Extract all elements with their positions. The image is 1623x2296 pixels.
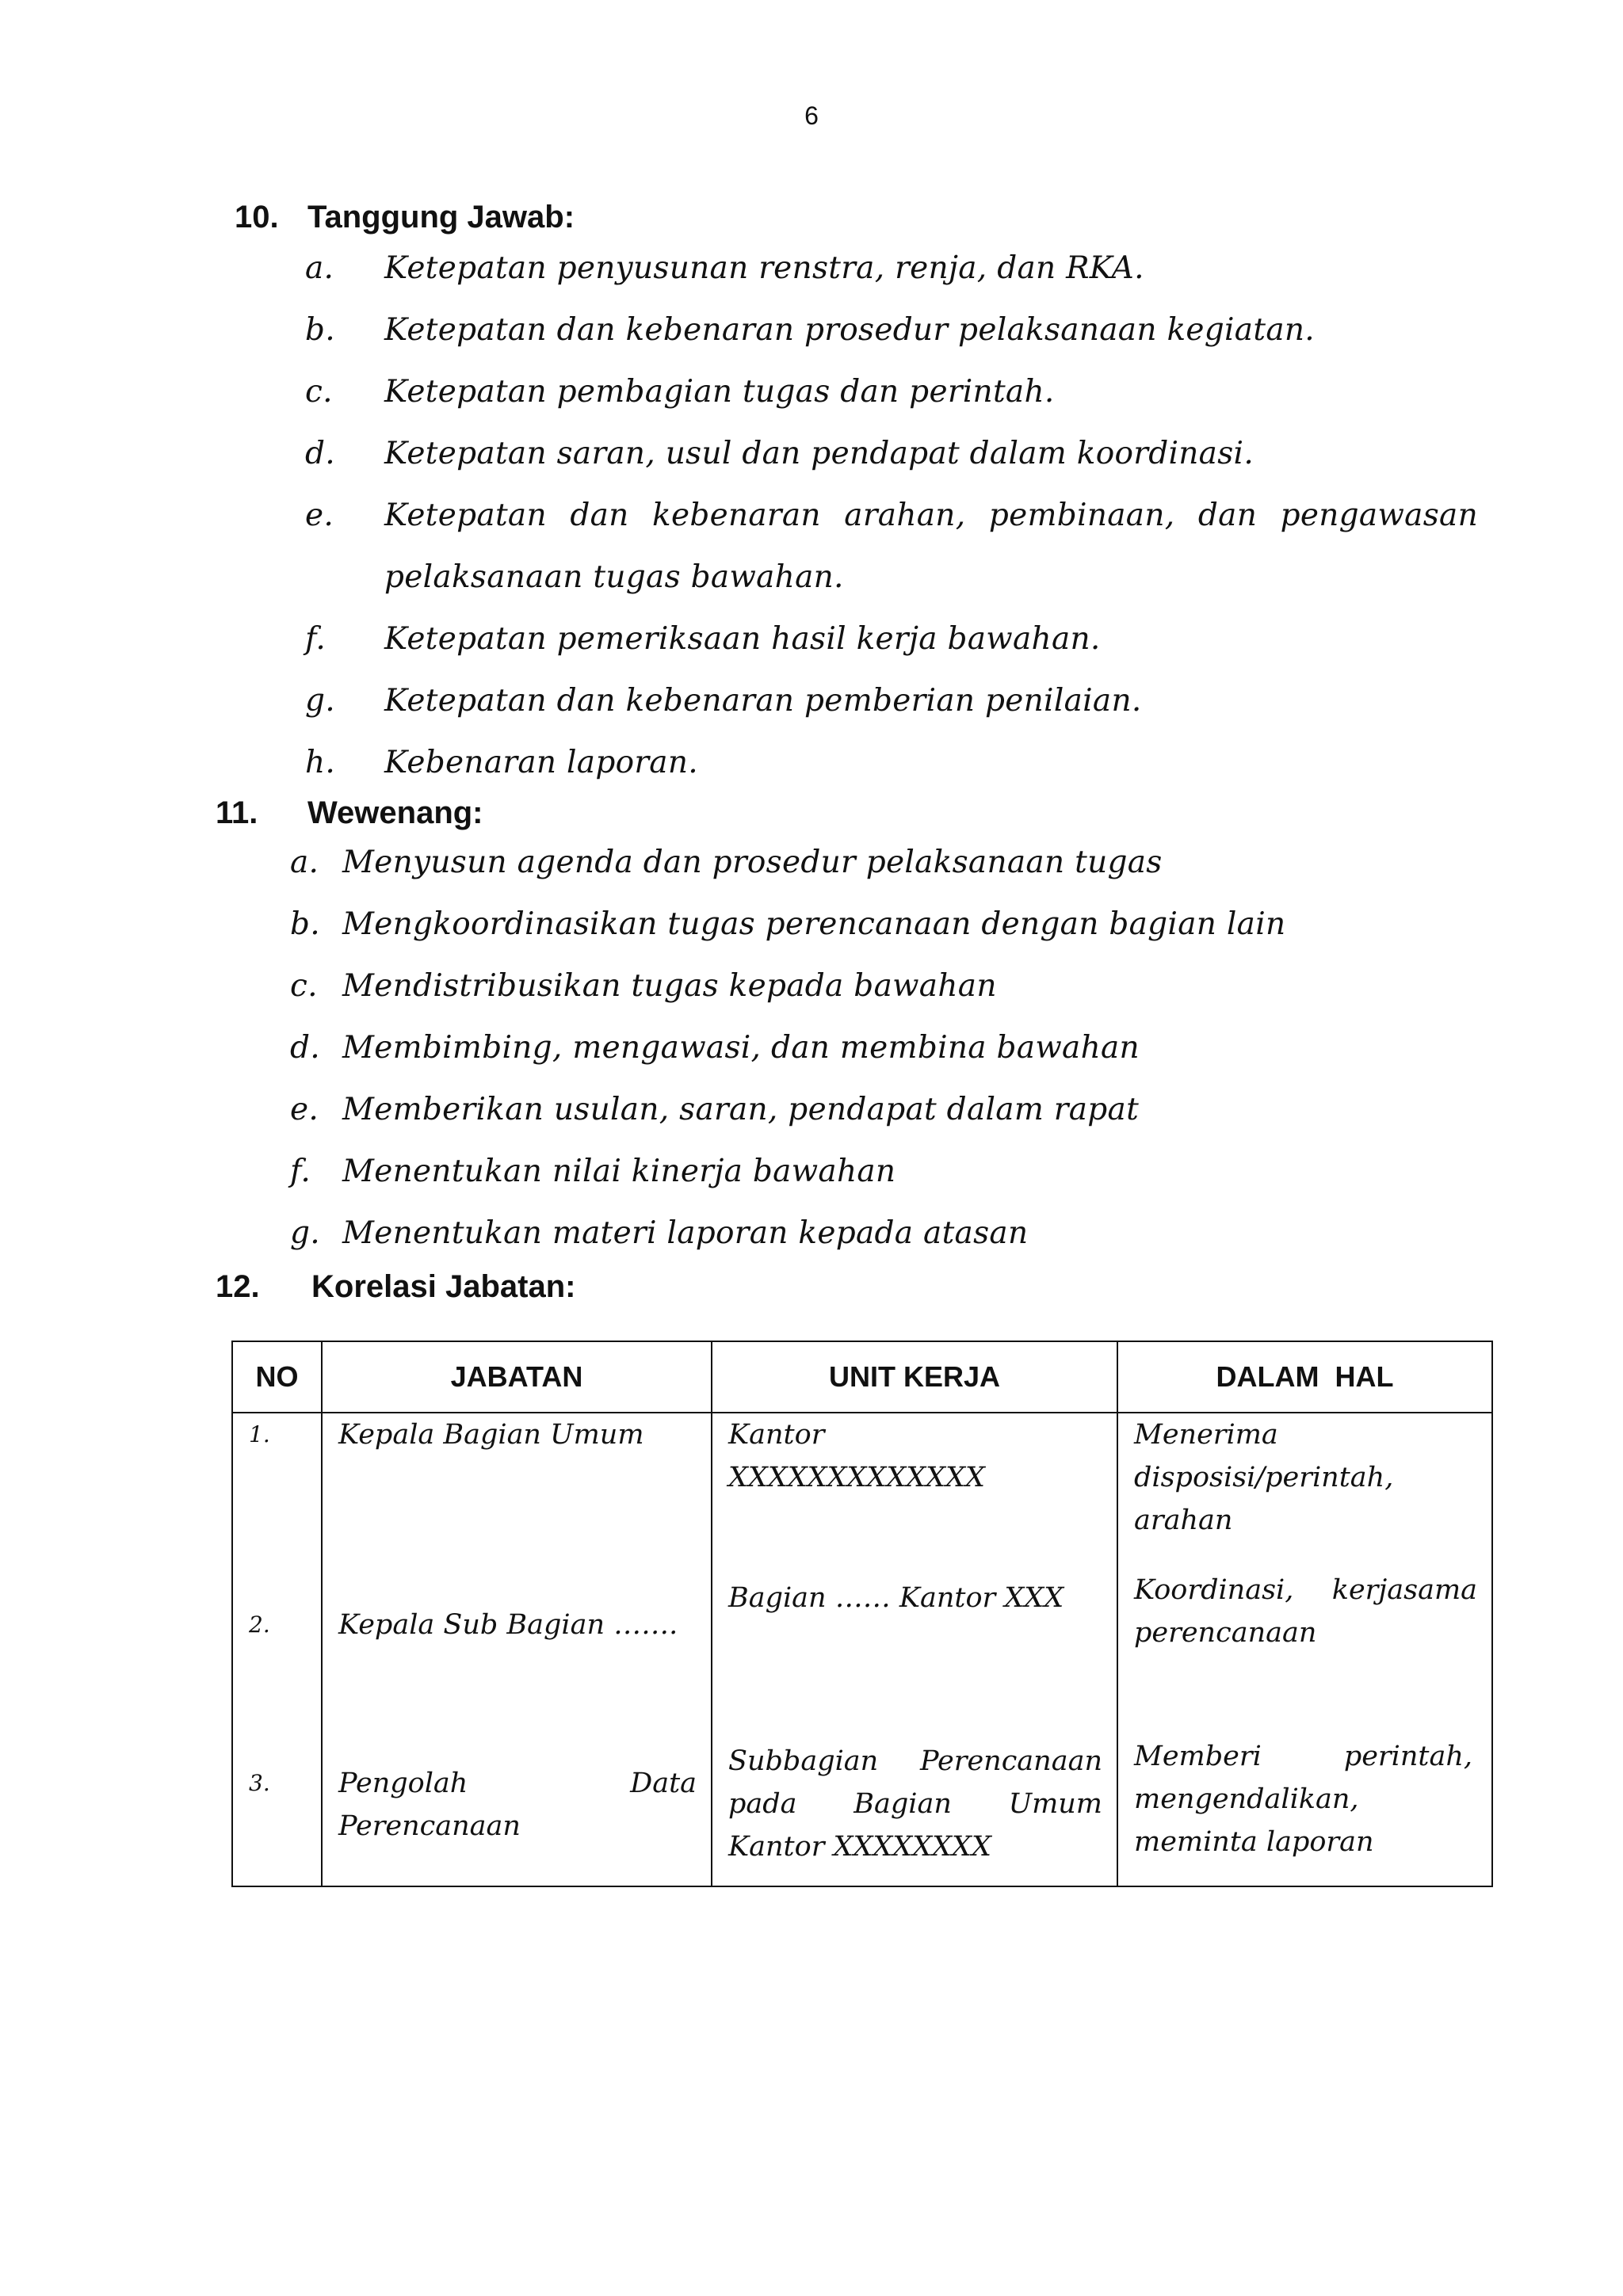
list-item bbox=[305, 299, 1478, 361]
list-marker: b. bbox=[290, 906, 320, 942]
list-text: Ketepatan dan kebenaran prosedur pelaksanaan kegiatan. bbox=[384, 312, 1315, 348]
column-header-no: NO bbox=[232, 1341, 322, 1413]
list-text: Mengkoordinasikan tugas perencanaan dengan bagian lain bbox=[342, 906, 1286, 942]
table-header-row bbox=[232, 1341, 1492, 1413]
list-item bbox=[305, 485, 1478, 608]
section-10-number: 10. bbox=[235, 200, 279, 235]
section-11-list bbox=[290, 832, 1479, 1264]
list-text: Ketepatan dan kebenaran arahan, pembinaan, dan pengawasan pelaksanaan tugas bawahan. bbox=[384, 498, 1478, 595]
list-text: Ketepatan saran, usul dan pendapat dalam koordinasi. bbox=[384, 436, 1254, 471]
list-text: Menentukan materi laporan kepada atasan bbox=[342, 1215, 1029, 1251]
list-text: Ketepatan penyusunan renstra, renja, dan RKA. bbox=[384, 250, 1144, 286]
column-header-unit-kerja: UNIT KERJA bbox=[712, 1341, 1117, 1413]
list-marker: b. bbox=[305, 312, 335, 348]
list-marker: c. bbox=[305, 374, 333, 410]
list-item bbox=[290, 1203, 1479, 1264]
list-text: Ketepatan dan kebenaran pemberian penilaian. bbox=[384, 683, 1142, 719]
cell-jabatan-column bbox=[322, 1413, 712, 1886]
korelasi-jabatan-table bbox=[231, 1341, 1493, 1887]
list-marker: f. bbox=[290, 1154, 311, 1189]
list-item bbox=[305, 670, 1478, 732]
list-item bbox=[305, 238, 1478, 299]
list-item bbox=[290, 955, 1479, 1017]
list-marker: g. bbox=[305, 683, 335, 719]
section-11-title: Wewenang: bbox=[307, 795, 483, 830]
row-2-dalam-hal: Koordinasi, kerjasama perencanaan bbox=[1134, 1574, 1477, 1649]
list-marker: d. bbox=[290, 1030, 320, 1066]
list-text: Menentukan nilai kinerja bawahan bbox=[342, 1154, 896, 1189]
list-item bbox=[305, 608, 1478, 670]
table-row bbox=[232, 1413, 1492, 1886]
list-item bbox=[305, 361, 1478, 423]
list-item bbox=[290, 1079, 1479, 1141]
row-3-jabatan: Pengolah Data Perencanaan bbox=[338, 1768, 697, 1842]
list-marker: f. bbox=[305, 621, 327, 657]
list-marker: c. bbox=[290, 968, 318, 1004]
cell-unit-kerja-column bbox=[712, 1413, 1117, 1886]
row-1-unit-kerja: Kantor XXXXXXXXXXXXX bbox=[728, 1419, 985, 1493]
column-header-jabatan: JABATAN bbox=[322, 1341, 712, 1413]
row-2-jabatan: Kepala Sub Bagian ……. bbox=[338, 1609, 678, 1641]
cell-dalam-hal-column bbox=[1117, 1413, 1492, 1886]
list-text: Memberikan usulan, saran, pendapat dalam rapat bbox=[342, 1092, 1140, 1127]
row-3-dalam-hal: Memberi perintah, mengendalikan, meminta laporan bbox=[1134, 1741, 1472, 1858]
list-text: Menyusun agenda dan prosedur pelaksanaan tugas bbox=[342, 845, 1163, 880]
list-item bbox=[290, 1141, 1479, 1203]
list-marker: g. bbox=[290, 1215, 320, 1251]
row-1-dalam-hal: Menerima disposisi/perintah, arahan bbox=[1134, 1419, 1394, 1536]
row-2-unit-kerja: Bagian …… Kantor XXX bbox=[728, 1582, 1064, 1614]
section-12-number: 12. bbox=[216, 1269, 260, 1304]
list-item bbox=[305, 732, 1478, 794]
section-10-title: Tanggung Jawab: bbox=[307, 200, 575, 235]
list-text: Ketepatan pembagian tugas dan perintah. bbox=[384, 374, 1055, 410]
list-marker: e. bbox=[290, 1092, 319, 1127]
list-marker: h. bbox=[305, 745, 336, 780]
row-2-no: 2. bbox=[249, 1611, 270, 1638]
list-marker: d. bbox=[305, 436, 335, 471]
section-10-list bbox=[305, 238, 1478, 794]
row-1-no: 1. bbox=[249, 1421, 270, 1447]
list-item bbox=[290, 894, 1479, 955]
list-text: Ketepatan pemeriksaan hasil kerja bawahan. bbox=[384, 621, 1101, 657]
section-12-title: Korelasi Jabatan: bbox=[311, 1269, 576, 1304]
page-number: 6 bbox=[804, 101, 819, 130]
list-marker: a. bbox=[290, 845, 319, 880]
list-text: Mendistribusikan tugas kepada bawahan bbox=[342, 968, 997, 1004]
row-3-no: 3. bbox=[249, 1770, 270, 1796]
row-3-unit-kerja: Subbagian Perencanaan pada Bagian Umum Kantor XXXXXXXX bbox=[728, 1745, 1102, 1863]
cell-no-column bbox=[232, 1413, 322, 1886]
list-text: Membimbing, mengawasi, dan membina bawahan bbox=[342, 1030, 1140, 1066]
list-marker: e. bbox=[305, 498, 334, 533]
section-11-number: 11. bbox=[216, 795, 258, 830]
row-1-jabatan: Kepala Bagian Umum bbox=[338, 1419, 644, 1451]
list-item bbox=[290, 832, 1479, 894]
list-item bbox=[290, 1017, 1479, 1079]
list-text: Kebenaran laporan. bbox=[384, 745, 698, 780]
list-item bbox=[305, 423, 1478, 485]
list-marker: a. bbox=[305, 250, 334, 286]
column-header-dalam-hal: DALAM HAL bbox=[1117, 1341, 1492, 1413]
